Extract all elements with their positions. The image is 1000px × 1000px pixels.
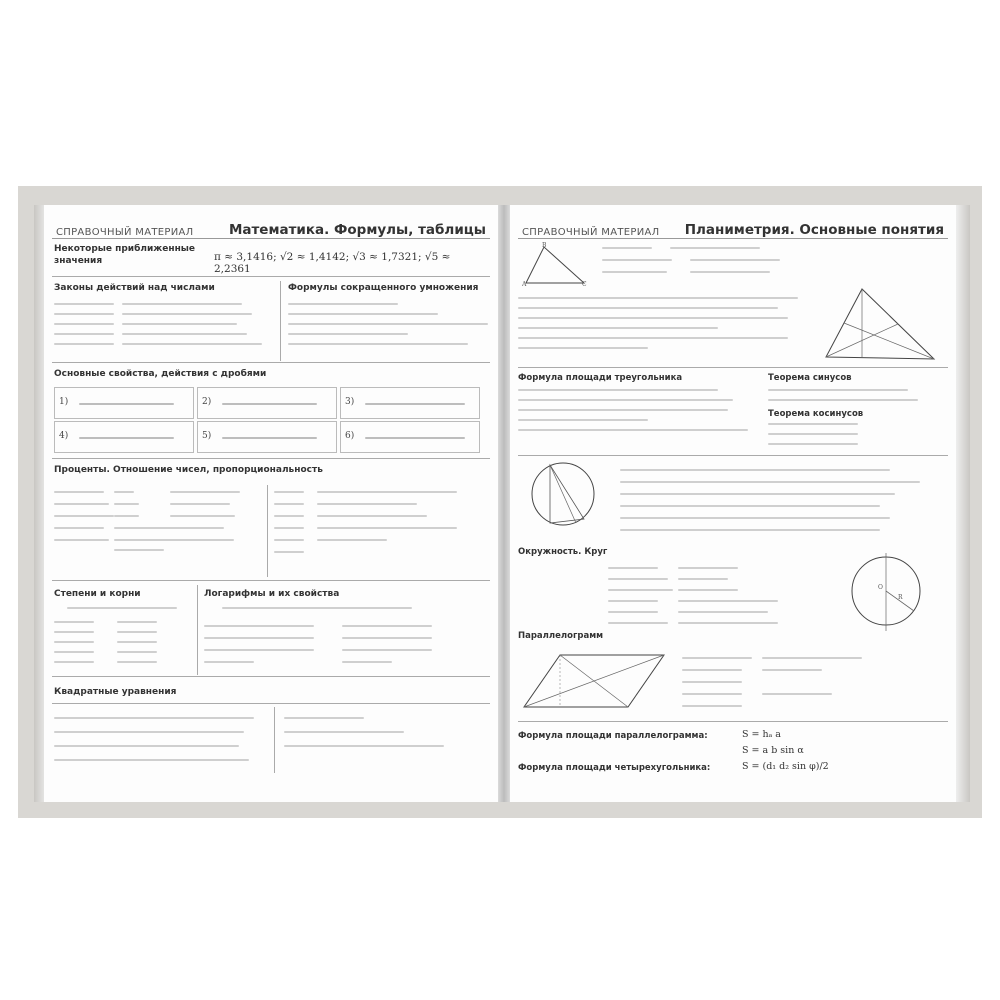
quad-area-formula: S = (d₁ d₂ sin φ)/2 [742,761,829,772]
percent-title: Проценты. Отношение чисел, пропорциональность [54,465,323,475]
circle-title: Окружность. Круг [518,547,608,557]
fraction-cell-6: 6) [340,421,480,453]
triangle-medians-diagram [822,285,940,363]
fraction-cell-5: 5) [197,421,337,453]
logs-title: Логарифмы и их свойства [204,589,340,599]
section-label: СПРАВОЧНЫЙ МАТЕРИАЛ [522,227,660,238]
fraction-cell-1: 1) [54,387,194,419]
page-title: Планиметрия. Основные понятия [684,222,944,238]
circle-sector-diagram [848,549,924,633]
short-mult-title: Формулы сокращенного умножения [288,283,479,293]
quad-area-label: Формула площади четырехугольника: [518,763,711,773]
laws-block [52,277,490,363]
right-page [510,205,956,802]
fraction-cell-4: 4) [54,421,194,453]
laws-title: Законы действий над числами [54,283,215,293]
quadratic-block [52,677,490,777]
para-area-formula-1: S = hₐ a [742,729,781,740]
label-R: R [898,594,903,601]
cosines-title: Теорема косинусов [768,409,864,419]
triangle-diagram [522,241,588,287]
fractions-title: Основные свойства, действия с дробями [54,369,267,379]
section-label: СПРАВОЧНЫЙ МАТЕРИАЛ [56,227,194,238]
parallelogram-title: Параллелограмм [518,631,604,641]
para-area-formula-2: S = a b sin α [742,745,804,756]
para-area-label: Формула площади параллелограмма: [518,731,708,741]
right-page-header [518,205,948,239]
approx-values: π ≈ 3,1416; √2 ≈ 1,4142; √3 ≈ 1,7321; √5 ≈ 2,2361 [214,251,451,275]
approx-title: Некоторые приближенные значения [54,244,196,266]
circle-right-triangle-diagram [528,459,598,529]
sines-title: Теорема синусов [768,373,852,383]
label-O: O [878,584,883,591]
right-page-edge [956,205,970,802]
label-B: B [542,242,547,249]
powers-title: Степени и корни [54,589,141,599]
powers-logs-block [52,581,490,677]
triangle-area-title: Формула площади треугольника [518,373,683,383]
page-title: Математика. Формулы, таблицы [228,222,486,238]
percent-block [52,459,490,581]
left-page [44,205,498,802]
laws-divider [280,281,281,361]
approx-values-block [52,239,490,277]
fraction-cell-3: 3) [340,387,480,419]
left-page-header [52,205,490,239]
parallelogram-diagram [520,649,670,713]
label-C: C [582,281,587,287]
fractions-block [52,363,490,459]
label-A: A [522,281,527,287]
fraction-cell-2: 2) [197,387,337,419]
quadratic-title: Квадратные уравнения [54,687,177,697]
